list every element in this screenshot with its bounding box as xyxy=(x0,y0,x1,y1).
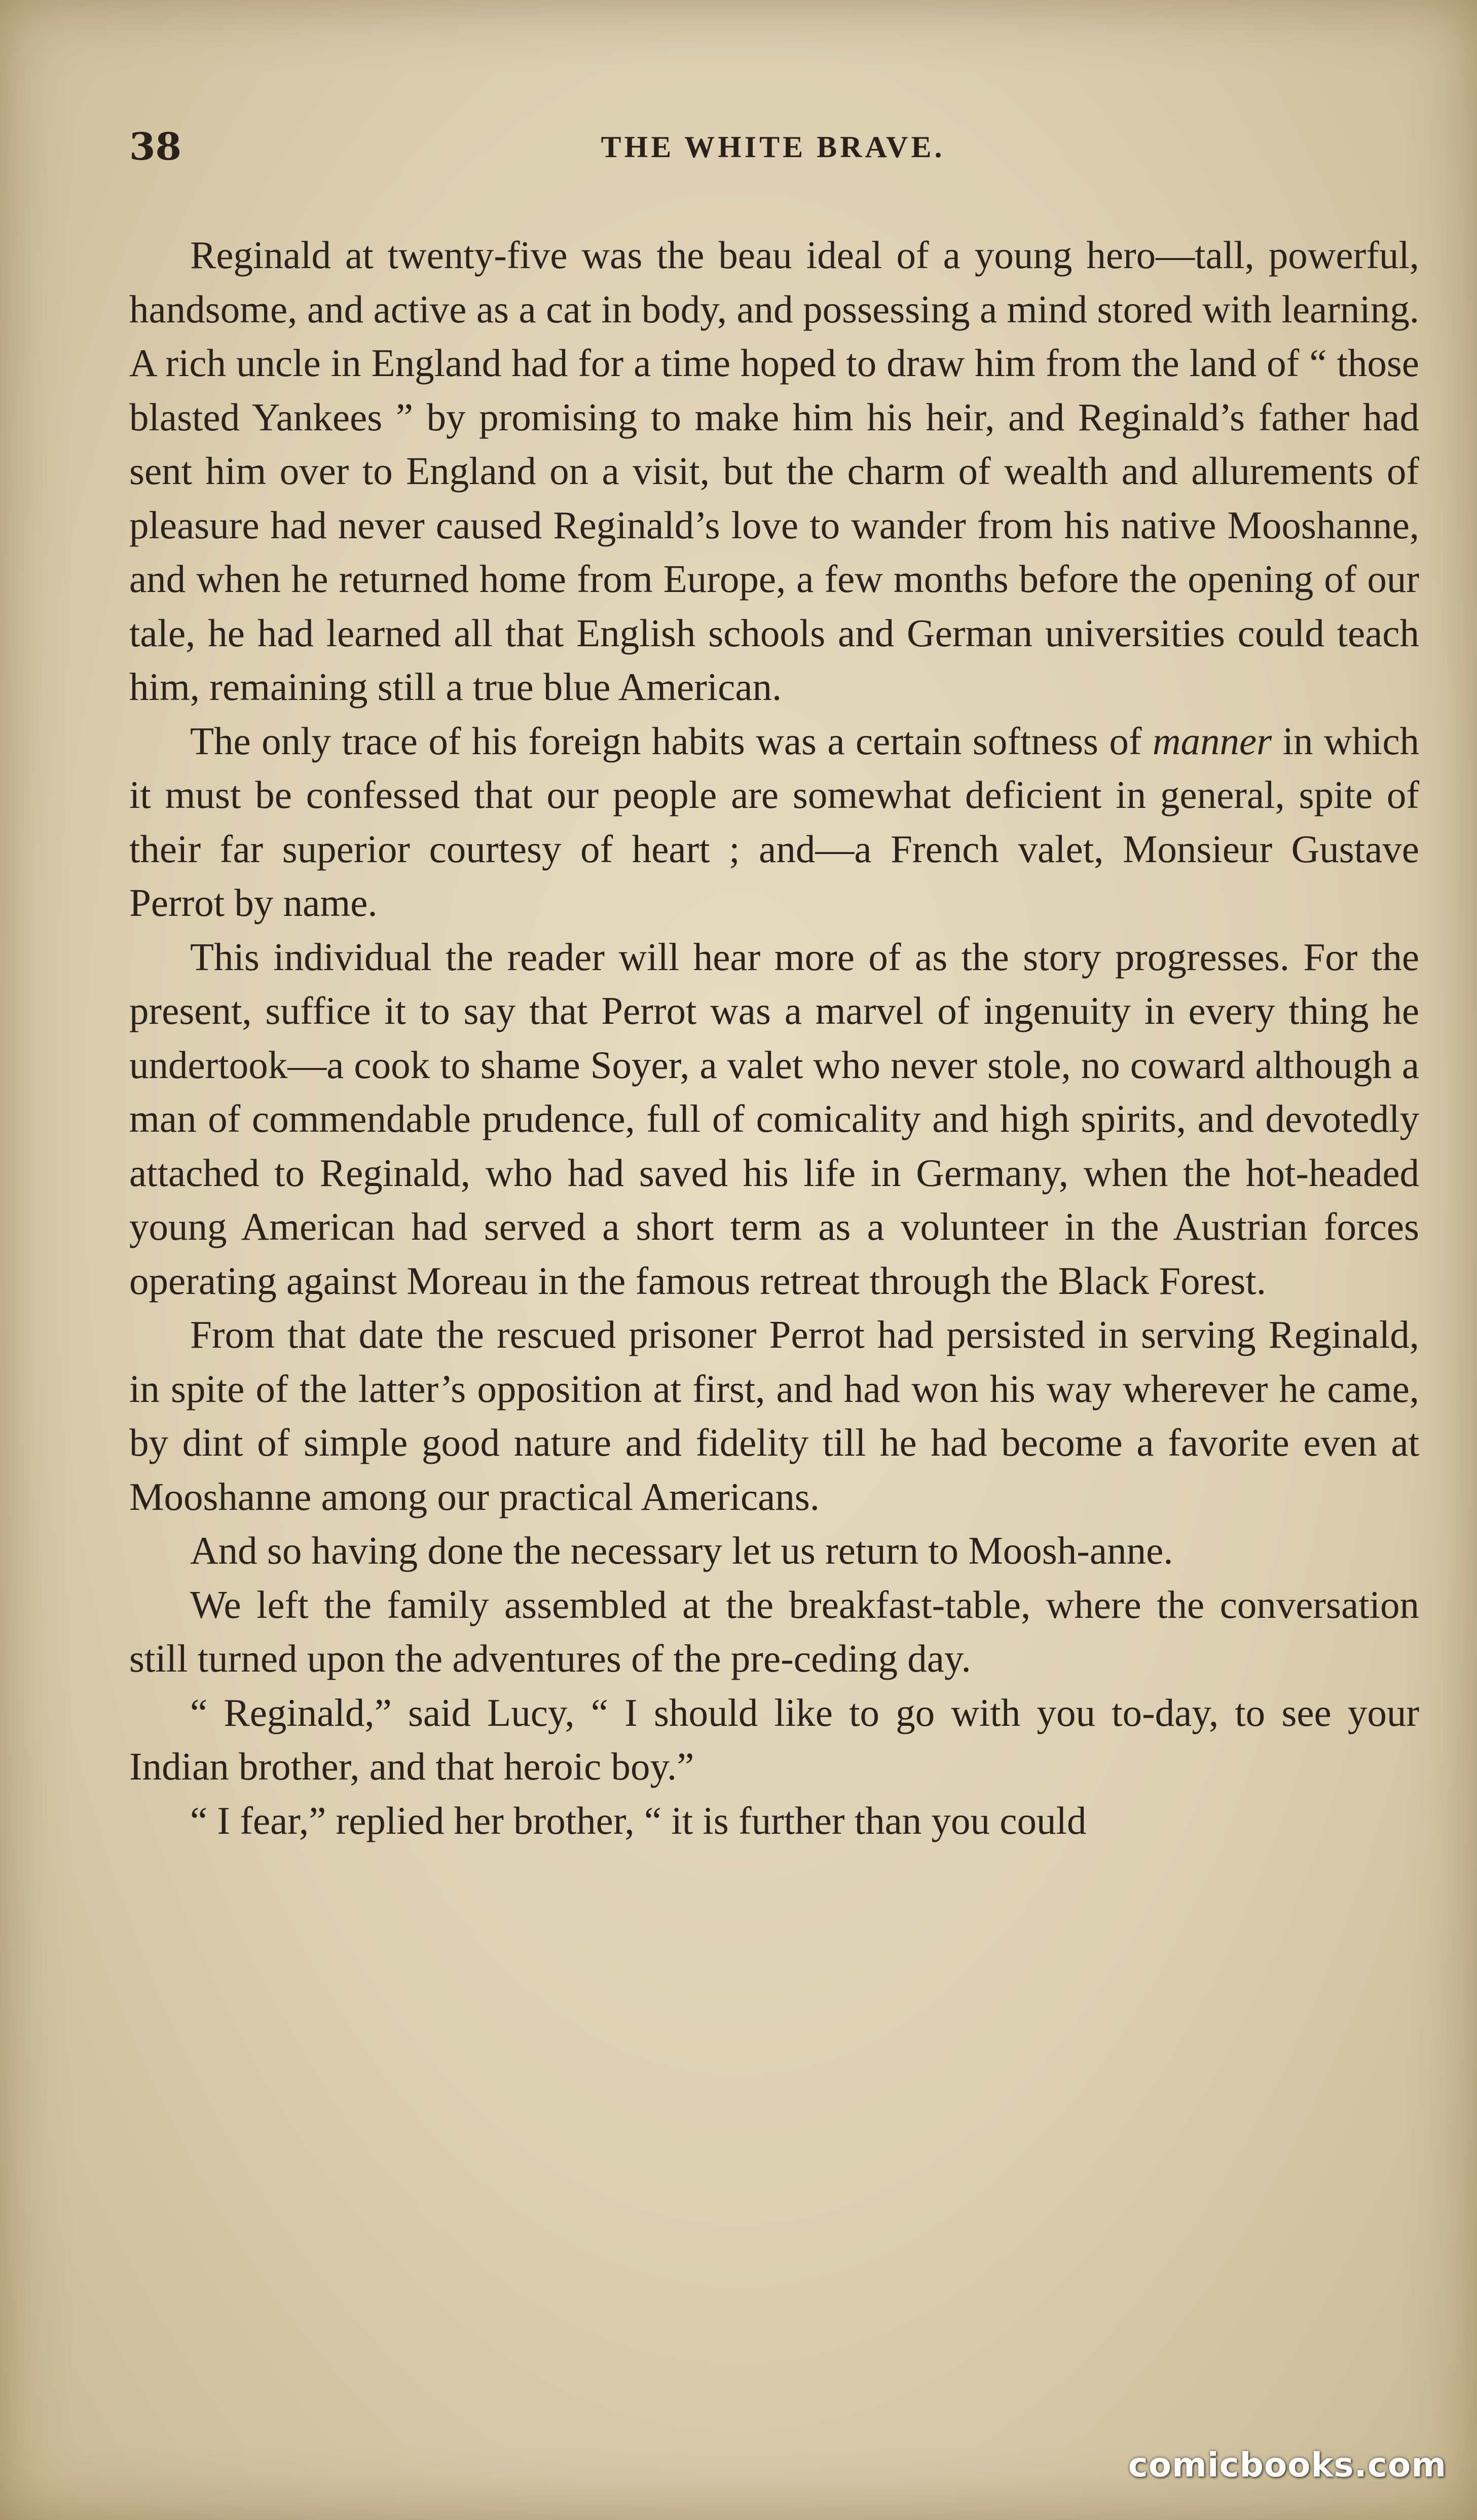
emphasized-word: manner xyxy=(1152,719,1272,763)
paragraph-text: The only trace of his foreign habits was a certain softness of xyxy=(190,719,1142,763)
paragraph: We left the family assembled at the breakfast-table, where the conversation still turned upon the adventures of the pre-ceding day. xyxy=(129,1582,1419,1680)
paragraph: From that date the rescued prisoner Perrot had persisted in serving Reginald, in spite of the latter’s opposition at first, and had won his way wherever he came, by dint of simple good nature and fidelity till he had become a favorite even at Mooshanne among our practical Americans. xyxy=(129,1313,1419,1518)
paragraph: Reginald at twenty-five was the beau ideal of a young hero—tall, powerful, handsome, and active as a cat in body, and possessing a mind stored with learning. A rich uncle in England had for a time hoped to draw him from the land of “ those blasted Yankees ” by promising to make him his heir, and Reginald’s father had sent him over to England on a visit, but the charm of wealth and allurements of pleasure had never caused Reginald’s love to wander from his native Mooshanne, and when he returned home from Europe, a few months before the opening of our tale, he had learned all that English schools and German universities could teach him, remaining still a true blue American. xyxy=(129,233,1419,709)
paragraph: “ Reginald,” said Lucy, “ I should like to go with you to-day, to see your Indian brother, and that heroic boy.” xyxy=(129,1690,1419,1788)
paragraph-text: in which it must be confessed that our people are somewhat deficient in general, spite of their far superior courtesy of heart ; and—a French valet, Monsieur Gustave Perrot by name. xyxy=(129,719,1420,924)
paragraph xyxy=(129,714,1419,930)
running-title: THE WHITE BRAVE. xyxy=(601,130,945,164)
body-text xyxy=(129,228,1419,1847)
paragraph: “ I fear,” replied her brother, “ it is further than you could xyxy=(190,1798,1087,1842)
paragraph: And so having done the necessary let us return to Moosh-anne. xyxy=(190,1529,1173,1572)
paragraph: This individual the reader will hear more of as the story progresses. For the present, suffice it to say that Perrot was a marvel of ingenuity in every thing he undertook—a cook to shame Soyer, a valet who never stole, no coward although a man of commendable prudence, full of comicality and high spirits, and devotedly attached to Reginald, who had saved his life in Germany, when the hot-headed young American had served a short term as a volunteer in the Austrian forces operating against Moreau in the famous retreat through the Black Forest. xyxy=(129,935,1419,1303)
site-watermark: comicbooks.com xyxy=(1128,2445,1447,2485)
page-number: 38 xyxy=(129,125,181,169)
page-header xyxy=(129,119,1417,175)
